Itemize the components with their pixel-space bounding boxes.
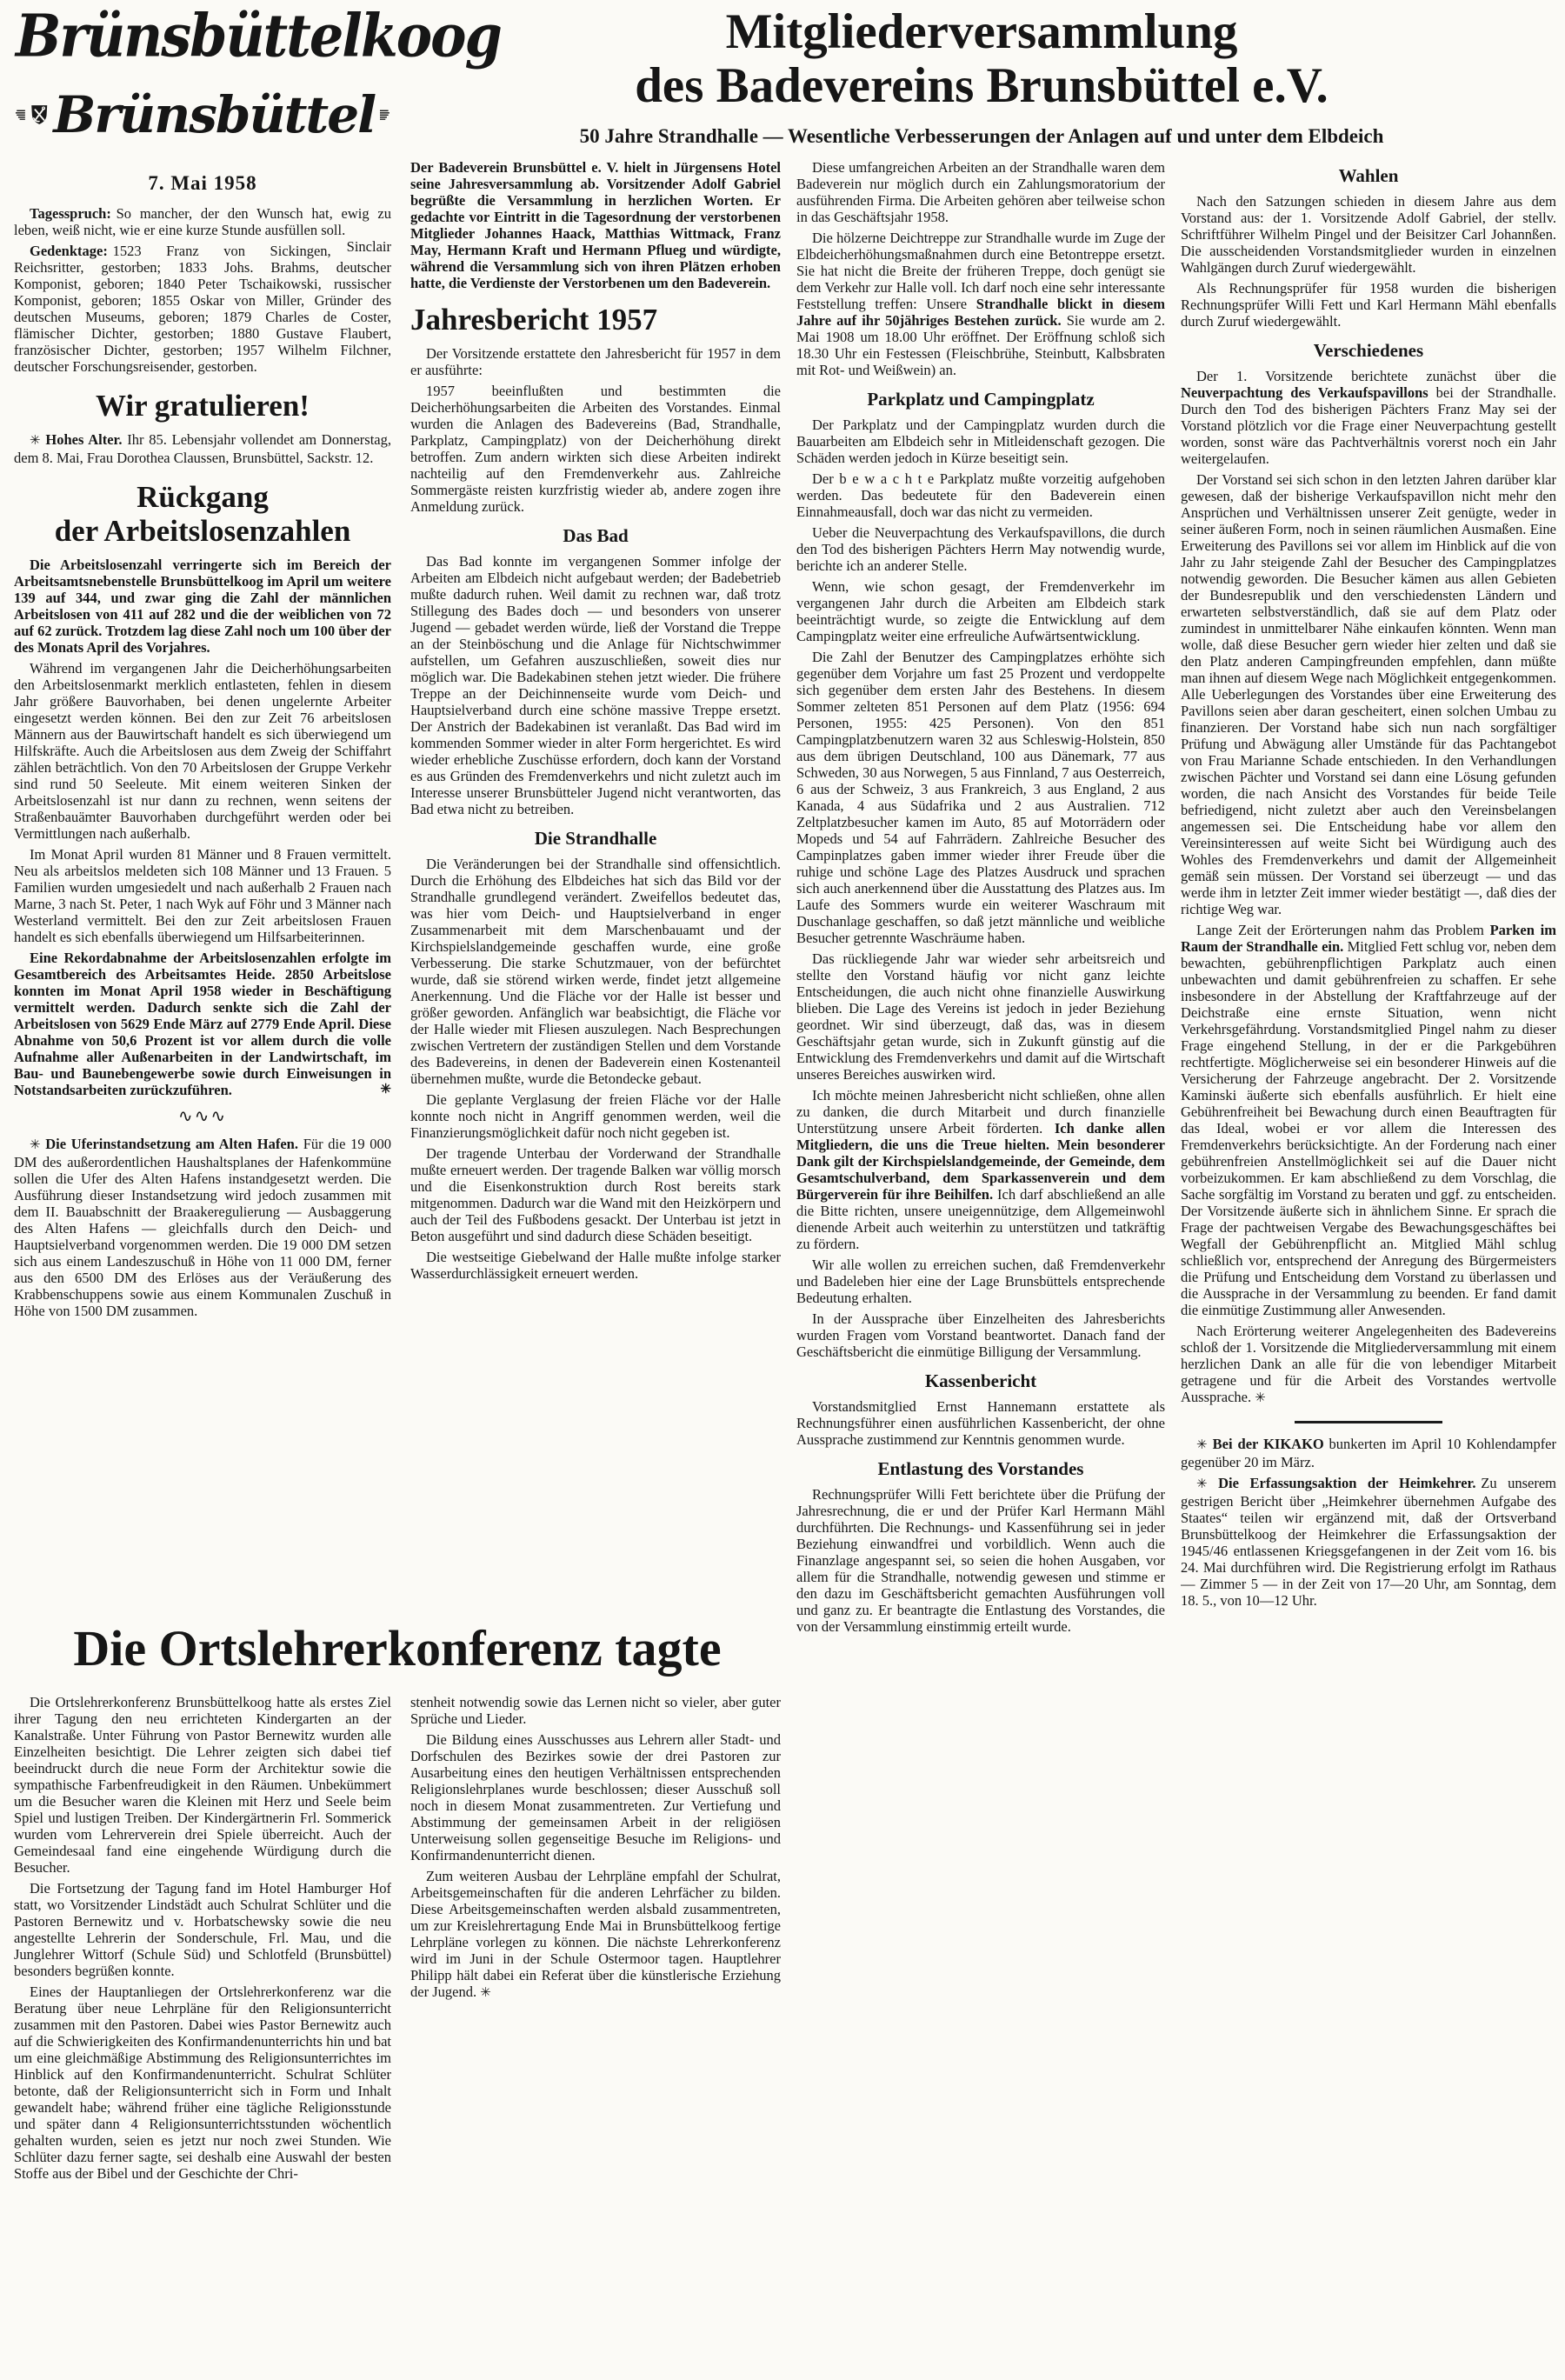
ortslehrer-paragraph-6: Zum weiteren Ausbau der Lehrpläne empfahl der Schulrat, Arbeitsgemeinschaften für die anderen Lehrfächer zu bilden. Diese Arbeitsgemeinschaften werden alsbald zusammentreten, um zur Kreislehrertagung Ende Mai in Brunsbüttelkoog fertige Lehrpläne vorlegen zu können. Die nächste Lehrerkonferenz wird im Juni in der Schule Ostermoor tagen. Hauptlehrer Philipp hält dabei ein Referat über die künstlerische Erziehung der Jugend. ✳ <box>410 1868 781 2000</box>
masthead-right-flourish <box>380 87 390 143</box>
section-heading-gratulieren: Wir gratulieren! <box>96 389 310 423</box>
section-heading-entlastung: Entlastung des Vorstandes <box>877 1458 1084 1479</box>
hand-ornament-icon: ✳ <box>1196 1438 1208 1452</box>
deichtreppe-paragraph: Die hölzerne Deichtreppe zur Strandhalle wurde im Zuge der Elbdeicherhöhungsmaßnahmen durch eine Betontreppe ersetzt. Sie hat nicht die Breite der früheren Treppe, doch genügt sie dem Verkehr zur Halle voll. Ich darf noch eine sehr interessante Feststellung treffen: Unsere Strandhalle blickt in diesem Jahre auf ihr 50jähriges Bestehen zurück. Sie wurde am 2. Mai 1908 um 18.00 Uhr eröffnet. Der Eröffnung schloß sich 18.30 Uhr ein Festessen (Fleischbrühe, Steinbutt, Kalbsbraten mit Rot- und Weißwein) an. <box>796 230 1165 378</box>
arbeitslosen-paragraph-3: Im Monat April wurden 81 Männer und 8 Frauen vermittelt. Neu als arbeitslos meldeten sich 108 Männer und 13 Frauen. 5 Familien wurden umgesiedelt und nach außerhalb 2 Frauen nach Marne, 3 nach St. Peter, 1 nach Wyk auf Föhr und 3 Männer nach Westerland vermittelt. Bei den zur Zeit arbeitslosen Frauen handelt es sich ebenfalls überwiegend um Hilfsarbeiterinnen. <box>14 846 391 945</box>
article-subtitle: 50 Jahre Strandhalle — Wesentliche Verbesserungen der Anlagen auf und unter dem Elbdeich <box>579 125 1384 147</box>
section-heading-jahresbericht: Jahresbericht 1957 <box>410 303 658 337</box>
kikako-label: Bei der KIKAKO <box>1212 1436 1324 1452</box>
parkplatz-paragraph-1: Der Parkplatz und der Campingplatz wurden durch die Bauarbeiten am Elbdeich sehr in Mitleidenschaft gezogen. Die Schäden werden jedoch in Kürze beseitigt sein. <box>796 417 1165 466</box>
ortslehrer-column-2 <box>410 1694 781 2380</box>
ortslehrer-paragraph-2: Die Fortsetzung der Tagung fand im Hotel Hamburger Hof statt, wo Vorsitzender Lindstädt auch Schulrat Schlüter und die Pastoren Bernewitz und v. Horbatschewsky sowie die neu angestellte Lehrerin der Sonderschule, Frl. Mau, und die Junglehrer Wittorf (Schule Süd) und Schlotfeld (Brunsbüttel) besonders begrüßen konnte. <box>14 1880 391 1979</box>
parken-paragraph: Lange Zeit der Erörterungen nahm das Problem Parken im Raum der Strandhalle ein. Mitglied Fett schlug vor, neben dem bewachten, gebührenpflichtigen Parkplatz auch einen unbewachten und damit gebührenfreien zu schaffen. Er sehe insbesondere in der Abstellung der Kraftfahrzeuge auf der Deichstraße eine ernste Situation, wenn nicht Verkehrsgefährdung. Vorstandsmitglied Pingel nahm zu dieser Frage eingehend Stellung, in der er die Parkgebühren rechtfertigte. Möglicherweise sei ein besonderer Hinweis auf die Versicherung der Fahrzeuge angebracht. Der 2. Vorsitzende Kaminski äußerte sich ebenfalls ausführlich. Er hielt eine Gebührenfreiheit bei Bewachung durch einen Beauftragten für das Ideal, wobei er vor allem die Interessen des Fremdenverkehrs berücksichtigte. An der Forderung nach einer gebührenfreien Anstellmöglichkeit sei auf die Dauer nicht vorbeizukommen. Er kam abschließend zu dem Vorschlag, die Sache sorgfältig im Vorstand zu beraten und ggf. zu entscheiden. Der Vorsitzende äußerte sich in ähnlichem Sinne. Er sprach die Frage der pachtweisen Vergabe des Bewachungsgeschäftes bei Wegfall der Gebührenpflicht an. Mitglied Mähl schlug schließlich vor, entsprechend der Anregung des Bürgermeisters die Prüfung und Entscheidung dem Vorstand zu überlassen und die Aussprache in der Versammlung zu beenden. Er fand damit die einmütige Zustimmung aller Anwesenden. <box>1181 922 1556 1318</box>
hohes-alter-paragraph: ✳ Hohes Alter. Ihr 85. Lebensjahr vollendet am Donnerstag, dem 8. Mai, Frau Dorothea Claussen, Brunsbüttel, Sackstr. 12. <box>14 431 391 466</box>
section-heading-ortslehrerkonferenz: Die Ortslehrerkonferenz tagte <box>73 1620 722 1677</box>
strandhalle-paragraph-3: Der tragende Unterbau der Vorderwand der Strandhalle mußte erneuert werden. Der tragende Balken war völlig morsch und die Eisenkonstruktion durch Rost bereits stark mitgenommen. Dadurch war die Wand mit den Heizkörpern und auch der Teil des Fußbodens gesackt. Der Unterbau ist jetzt in Beton ausgeführt und sind dadurch diese Schäden beseitigt. <box>410 1145 781 1244</box>
section-divider-rule <box>1295 1421 1442 1423</box>
dank-paragraph: Ich möchte meinen Jahresbericht nicht schließen, ohne allen zu danken, die durch Mitarbeit und durch finanzielle Unterstützung unsere Arbeit förderten. Ich danke allen Mitgliedern, die uns die Treue hielten. Mein besonderer Dank gilt der Kirchspielslandgemeinde, der Gemeinde, dem Gesamtschulverband, dem Sparkassenverein und dem Bürgerverein für ihre Beihilfen. Ich darf abschließend an alle die Bitte richten, unsere uneigennützige, dem Allgemeinwohl dienende Arbeit auch weiterhin zu unterstützen und tatkräftig zu fördern. <box>796 1087 1165 1252</box>
kassenbericht-paragraph: Vorstandsmitglied Ernst Hannemann erstattete als Rechnungsführer einen ausführlichen Kassenbericht, der ohne Aussprache zustimmend zur Kenntnis genommen wurde. <box>796 1398 1165 1448</box>
tagesspruch-paragraph: Tagesspruch: So mancher, der den Wunsch hat, ewig zu leben, weiß nicht, wie er eine kurze Stunde ausfüllen soll. Sinclair <box>14 205 391 255</box>
erfassungsaktion-label: Die Erfassungsaktion der Heimkehrer. <box>1218 1475 1476 1491</box>
uferinstandsetzung-label: Die Uferinstandsetzung am Alten Hafen. <box>45 1136 298 1152</box>
neuverpachtung-paragraph: Der 1. Vorsitzende berichtete zunächst über die Neuverpachtung des Verkaufspavillons bei der Strandhalle. Durch den Tod des bisherigen Pächters Franz May sei der Vorstand plötzlich vor die Frage einer Neuverpachtung gestellt worden, sonst wäre das Pachtverhältnis vorerst noch ein Jahr weitergelaufen. <box>1181 368 1556 467</box>
article-column-2 <box>796 159 1165 2211</box>
star-ornament-icon: ✳ <box>1196 1477 1208 1491</box>
section-heading-kassenbericht: Kassenbericht <box>924 1370 1037 1391</box>
headline-line2: des Badevereins Brunsbüttel e.V. <box>635 58 1329 113</box>
ortslehrer-column-1 <box>14 1694 391 2380</box>
shield-anchor-emblem <box>30 66 48 163</box>
section-heading-rueckgang-line1: Rückgang <box>137 480 269 514</box>
aussprache-paragraph: In der Aussprache über Einzelheiten des Jahresberichts wurden Fragen vom Vorstand beantwortet. Danach fand der Geschäftsbericht die einmütige Billigung der Versammlung. <box>796 1310 1165 1360</box>
jahresbericht-paragraph-1: Der Vorsitzende erstattete den Jahresbericht für 1957 in dem er ausführte: <box>410 345 781 378</box>
arbeitslosen-paragraph-2: Während im vergangenen Jahr die Deicherhöhungsarbeiten den Arbeitslosenmarkt merklich entlasteten, fehlen in diesem Jahr größere Bauvorhaben, bei denen ungelernte Arbeiter eingesetzt werden können. Bei den zur Zeit 76 arbeitslosen Männern aus der Bauwirtschaft handelt es sich überwiegend um Hilfskräfte. Auch die Arbeitslosen aus dem Zweig der Schiffahrt zählen beträchtlich. Von den 70 Arbeitslosen der Gruppe Verkehr sind rund 50 Seeleute. Mit einem weiteren Sinken der Arbeitslosenzahl ist nur dann zu rechnen, wenn seitens der Straßenbauämter Bauvorhaben durchgeführt werden oder bei Vermittlungen nach außerhalb. <box>14 660 391 842</box>
ortslehrer-paragraph-5: Die Bildung eines Ausschusses aus Lehrern aller Stadt- und Dorfschulen des Bezirkes sowie der drei Pastoren zur Ausarbeitung eines den heutigen Verhältnissen entsprechenden Religionslehrplanes wurde beschlossen; dieser Ausschuß soll noch in diesem Monat zusammentreten. Zur Vertiefung und Abstimmung der gemeinsamen Arbeit in der religiösen Unterweisung sollen gegenseitige Besuche im Religions- und Konfirmandenunterricht dienen. <box>410 1731 781 1863</box>
masthead-title-city: Brünsbüttel <box>53 85 376 144</box>
ortslehrer-paragraph-1: Die Ortslehrerkonferenz Brunsbüttelkoog hatte als erstes Ziel ihrer Tagung den neu errichteten Kindergarten an der Kanalstraße. Unter Führung von Pastor Bernewitz wurden alle Einzelheiten besichtigt. Die Lehrer zeigten sich dabei tief beeindruckt durch die neue Form der Architektur sowie die sympathische Farbenfreudigkeit in den Räumen. Unbekümmert um die Besucher waren die Kleinen mit Herz und Seele beim Spiel und lustigen Treiben. Der Kindergärtnerin Frl. Sommerick wurden vom Lehrerverein drei Spiele überreicht. Auch der Gemeindesaal fand eine eingehende Würdigung durch die Besucher. <box>14 1694 391 1876</box>
strandhalle-paragraph-4: Die westseitige Giebelwand der Halle mußte infolge starker Wasserdurchlässigkeit erneuert werden. <box>410 1249 781 1282</box>
main-article-headline <box>407 5 1556 148</box>
masthead-left-flourish <box>16 87 25 143</box>
schluss-paragraph: Wir alle wollen zu erreichen suchen, daß Fremdenverkehr und Badeleben hier eine der Lage Brunsbüttels entsprechende Bedeutung erhalten. <box>796 1257 1165 1306</box>
campingplatz-paragraph-2: Die Zahl der Benutzer des Campingplatzes erhöhte sich gegenüber dem Vorjahre um fast 25 Prozent und verdoppelte sich gegenüber dem ersten Jahr des Bestehens. In diesem Sommer zelteten 851 Personen auf dem Platz (1956: 694 Personen, 1955: 425 Personen). Von den 851 Campingplatzbenutzern waren 32 aus Schleswig-Holstein, 850 aus dem übrigen Deutschland, 100 aus Dänemark, 77 aus Schweden, 30 aus Norwegen, 5 aus Finnland, 7 aus Oesterreich, 6 aus der Schweiz, 3 aus Frankreich, 3 aus England, 2 aus Kanada, 4 aus Südafrika und 2 aus Australien. 712 Zeltplatzbesucher kamen im Auto, 85 auf Motorrädern oder Mopeds und 54 auf Fahrrädern. Zahlreiche Besucher des Campinplatzes gaben immer wieder ihrer Freude über die ruhige und schöne Lage des Platzes Ausdruck und sprachen sich auch anerkennend über die Ausstattung des Platzes aus. Im Laufe des Sommers wurde ein weiterer Waschraum mit Duschanlage geschaffen, so daß jetzt männliche und weibliche Besucher getrennte Waschräume haben. <box>796 649 1165 946</box>
gedenktage-label: Gedenktage: <box>30 243 108 259</box>
hohes-alter-label: Hohes Alter. <box>45 431 123 448</box>
parkplatz-paragraph-3: Ueber die Neuverpachtung des Verkaufspavillons, die durch den Tod des bisherigen Pächters Herrn May notwendig wurde, berichte ich an anderer Stelle. <box>796 524 1165 574</box>
jahresbericht-paragraph-2: 1957 beeinflußten und bestimmten die Deicherhöhungsarbeiten die Arbeiten des Vorstandes. Einmal wurden die Anlagen des Badevereins (Bad, Strandhalle, Parkplatz, Campingplatz) von der Deicherhöhung direkt betroffen. Zum andern wirkten sich diese Arbeiten indirekt nachteilig auf den Fremdenverkehr aus. Zahlreiche Sommergäste reisten kurzfristig wieder ab, andere zogen ihre Anmeldung zurück. <box>410 383 781 515</box>
das-bad-paragraph: Das Bad konnte im vergangenen Sommer infolge der Arbeiten am Elbdeich nicht aufgebaut werden; der Badebetrieb mußte dadurch ruhen. Weil damit zu rechnen war, daß trotz Stillegung des Bades doch — und besonders von unserer Jugend — gebadet werden würde, ließ der Vorstand die Treppe an der Steinböschung und die Anlage für Nichtschwimmer aufstellen, um Gefahren auszuschließen, soweit dies nur möglich war. Die Badekabinen stehen jetzt wieder. Die frühere Treppe an der Deichinnenseite wurde vom Deich- und Hauptsielverband durch eine schöne massive Treppe ersetzt. Der Anstrich der Badekabinen ist veranlaßt. Das Bad wird im kommenden Sommer wieder in alter Form hergerichtet. Es wird wieder erhebliche Zuschüsse erfordern, doch kann der Vorstand es aus Gründen des Fremdenverkehrs und nicht zuletzt auch im Interesse unserer Brunsbütteler Jugend nicht verantworten, das Bad etwa nicht zu betreiben. <box>410 553 781 817</box>
campingplatz-paragraph-1: Wenn, wie schon gesagt, der Fremdenverkehr im vergangenen Jahr durch die Arbeiten am Elbdeich stark beeinträchtigt wurde, so zeigte die Entwicklung auf dem Campingplatz weiter eine erfreuliche Aufwärtsentwicklung. <box>796 578 1165 644</box>
ortslehrer-paragraph-4: stenheit notwendig sowie das Lernen nicht so vieler, aber guter Sprüche und Lieder. <box>410 1694 781 1727</box>
star-ornament-icon: ✳ <box>1255 1391 1266 1405</box>
abschluss-paragraph: Nach Erörterung weiterer Angelegenheiten des Badevereins schloß der 1. Vorsitzende die Mitgliederversammlung mit einem herzlichen Dank an alle für die von lebendiger Mitarbeit getragene und für die Arbeit des Vorstandes wertvolle Aussprache. ✳ <box>1181 1323 1556 1405</box>
section-heading-wahlen: Wahlen <box>1338 165 1399 186</box>
section-heading-parkplatz: Parkplatz und Campingplatz <box>867 389 1095 410</box>
strandhalle-paragraph-2: Die geplante Verglasung der freien Fläche vor der Halle konnte noch nicht in Angriff genommen werden, weil die Finanzierungsmöglichkeit dafür noch nicht gegeben ist. <box>410 1091 781 1141</box>
gedenktage-paragraph: Gedenktage: 1523 Franz von Sickingen, Reichsritter, gestorben; 1833 Johs. Brahms, deutscher Komponist, geboren; 1840 Peter Tschaikowski, russischer Komponist, geboren; 1855 Oskar von Miller, Gründer des deutschen Museums, geboren; 1879 Charles de Coster, flämischer Dichter, gestorben; 1880 Gustave Flaubert, französischer Dichter, gestorben; 1957 Wilhelm Filchner, deutscher Forschungsreisender, gestorben. <box>14 243 391 375</box>
headline-line1: Mitgliederversammlung <box>725 4 1238 59</box>
section-heading-strandhalle: Die Strandhalle <box>534 828 657 849</box>
local-news-column <box>14 205 391 1616</box>
kikako-paragraph: ✳ Bei der KIKAKO bunkerten im April 10 Kohlendampfer gegenüber 20 im März. <box>1181 1436 1556 1470</box>
wahlen-paragraph-2: Als Rechnungsprüfer für 1958 wurden die bisherigen Rechnungsprüfer Willi Fett und Karl Hermann Mähl ebenfalls durch Zuruf wiedergewählt. <box>1181 280 1556 330</box>
article-column-1 <box>410 159 781 1615</box>
jahresrueckblick-paragraph: Das rückliegende Jahr war wieder sehr arbeitsreich und stellte den Vorstand häufig vor nicht ganz leichte Entscheidungen, die auch nicht ohne finanzielle Auswirkung blieben. Die Lage des Vereins ist jedoch in jeder Beziehung geordnet. Wir sind überzeugt, daß das, was in diesem Geschäftsjahr getan wurde, sich in Zukunft günstig auf die Entwicklung des Fremdenverkehrs und damit auf die Wirtschaft unseres Bereiches auswirken wird. <box>796 950 1165 1083</box>
ortslehrer-paragraph-3: Eines der Hauptanliegen der Ortslehrerkonferenz war die Beratung über neue Lehrpläne für den Religionsunterricht zusammen mit den Pastoren. Dabei wies Pastor Bernewitz auch auf die Schwierigkeiten des Konfirmandenunterrichts hin und bat um eine gleichmäßige Abstimmung des Religionsunterrichtes im Hinblick auf den Konfirmandenunterricht. Schulrat Schlüter betonte, daß der Religionsunterricht sich in Form und Inhalt gewandelt habe; während früher eine tägliche Religionsstunde und später dann 4 Religionsunterrichtsstunden wöchentlich gehalten wurden, seien es jetzt nur noch zwei Stunden. Wie Schlüter dazu ferner sagte, sei deshalb eine Auswahl der besten Stoffe aus der Bibel und der Geschichte der Chri- <box>14 1983 391 2182</box>
star-ornament-icon: ✳ <box>380 1083 391 1097</box>
section-heading-verschiedenes: Verschiedenes <box>1313 340 1424 361</box>
article-column-3 <box>1181 165 1556 2217</box>
parkplatz-paragraph-2: Der b e w a c h t e Parkplatz mußte vorzeitig aufgehoben werden. Das bedeutete für den Badeverein einen Einnahmeausfall, doch war das nicht zu vermeiden. <box>796 470 1165 520</box>
uferinstandsetzung-paragraph: ✳ Die Uferinstandsetzung am Alten Hafen. Für die 19 000 DM des außerordentlichen Haushaltsplanes der Hafenkommüne sollen die Ufer des Alten Hafens instandgesetzt werden. Die Ausführung dieser Instandsetzung wird jedoch zusammen mit dem II. Bauabschnitt der Braakeregulierung — Ausbaggerung des Alten Hafens — gleichfalls durch den Deich- und Hauptsielverband vorgenommen werden. Die 19 000 DM setzen sich aus einem Landeszuschuß in Höhe von 11 000 DM, ferner aus den 6500 DM des Erlöses aus der Veräußerung des Krabbenschuppens sowie aus einem Kommunalen Zuschuß in Höhe von 1500 DM zusammen. <box>14 1136 391 1319</box>
strandhalle-arbeiten-paragraph: Diese umfangreichen Arbeiten an der Strandhalle waren dem Badeverein nur möglich durch ein Zahlungsmoratorium der ausführenden Firma. Die Arbeiten gehören aber teilweise schon in das Geschäftsjahr 1958. <box>796 159 1165 225</box>
squiggle-divider-icon: ∿∿∿ <box>177 1107 228 1126</box>
hand-ornament-icon: ✳ <box>30 1138 41 1152</box>
section-heading-rueckgang-line2: der Arbeitslosenzahlen <box>54 514 351 548</box>
article-intro: Der Badeverein Brunsbüttel e. V. hielt in Jürgensens Hotel seine Jahresversammlung ab. Vorsitzender Adolf Gabriel begrüßte die Versammlung in herzlichen Worten. Er gedachte vor Eintritt in die Tagesordnung der verstorbenen Mitglieder Johannes Haack, Matthias Wittmack, Franz May, Hermann Kraft und Hermann Pflueg und würdigte, während die Versammlung sich von ihren Plätzen erhoben hatte, die Verdienste der Verstorbenen um den Badeverein. <box>410 159 781 291</box>
verkaufspavillon-paragraph: Der Vorstand sei sich schon in den letzten Jahren darüber klar gewesen, daß der bisherige Verkaufspavillon nicht mehr den Ansprüchen und Verhältnissen unserer Zeit genügte, weder in seiner äußeren Form, noch in seinen räumlichen Ausmaßen. Eine Erweiterung des Pavillons sei vor allem im Hinblick auf die von Jahr zu Jahr steigende Zahl der Besucher des Campingplatzes notwendig geworden. Die Besucher kämen aus allen Gebieten der Bundesrepublik und den verschiedensten Ländern und erwarteten selbstverständlich, daß sie auf dem Platz oder zumindest in unmittelbarer Nähe einkaufen könnten. Wenn man wolle, daß diese Besucher gern wieder hier zelten und daß sie den Platz anderen Campingfreunden empfehlen, dann müßte man ihnen auf diesem Wege nach Möglichkeit entgegenkommen. Alle Ueberlegungen des Vorstandes über eine Erweiterung des Pavillons seien aber daran gescheitert, einen solchen Umbau zu finanzieren. Der Vorstand habe sich nun nach sorgfältiger Prüfung und Abwägung aller Umstände für das Pachtangebot von Frau Marianne Schade entschieden. In den Verhandlungen zwischen Pächter und Vorstand sei dann eine Lösung gefunden worden, die nach Ansicht des Vorstandes für beide Teile befriedigend, nicht zuletzt aber auch den Vereinsbelangen angemessen sei. Die Entscheidung habe vor allem den Vereinsinteressen auf weite Sicht bei Würdigung auch des Wohles des Fremdenverkehrs und damit der Allgemeinheit gemäß sein müssen. Der Vorstand sei überzeugt — und das werde ihm in letzter Zeit immer wieder bestätigt —, daß dies der richtige Weg war. <box>1181 471 1556 917</box>
erfassungsaktion-paragraph: ✳ Die Erfassungsaktion der Heimkehrer. Zu unserem gestrigen Bericht über „Heimkehrer übernehmen Aufgabe des Staates“ teilen wir ergänzend mit, daß der Ortsverband Brunsbüttelkoog der Heimkehrer die Erfassungsaktion der 1945/46 entlassenen Kriegsgefangenen in der Zeit vom 16. bis 24. Mai durchführen wird. Die Registrierung erfolgt im Rathaus — Zimmer 5 — in der Zeit von 17—20 Uhr, am Sonntag, dem 18. 5., von 10—12 Uhr. <box>1181 1475 1556 1609</box>
entlastung-paragraph: Rechnungsprüfer Willi Fett berichtete über die Prüfung der Jahresrechnung, die er und der Prüfer Karl Hermann Mähl durchführten. Die Rechnungs- und Kassenführung sei in jeder Beziehung einwandfrei und vorbildlich. Wenn auch die Finanzlage angespannt sei, so seien die hohen Ausgaben, vor allem für die Strandhalle, notwendig gewesen und stimme er den dazu im Geschäftsbericht gemachten Ausführungen voll und ganz zu. Er beantragte die Entlastung des Vorstandes, die von der Versammlung einstimmig erteilt wurde. <box>796 1486 1165 1635</box>
arbeitslosen-paragraph-1: Die Arbeitslosenzahl verringerte sich im Bereich der Arbeitsamtsnebenstelle Brunsbüttelkoog im April um weitere 139 auf 344, und zwar ging die Zahl der männlichen Arbeitslosen von 411 auf 282 und die der weiblichen von 72 auf 62 zurück. Trotzdem lag diese Zahl noch um 100 über der des Monats April des Vorjahres. <box>14 557 391 656</box>
star-ornament-icon: ✳ <box>480 1986 491 2000</box>
wahlen-paragraph-1: Nach den Satzungen schieden in diesem Jahre aus dem Vorstand aus: der 1. Vorsitzende Adolf Gabriel, der stellv. Schriftführer Wilhelm Pingel und der Beisitzer Carl Johannßen. Die ausscheidenden Vorstandsmitglieder wurden in einzelnen Wahlgängen durch Zuruf wiedergewählt. <box>1181 193 1556 276</box>
section-heading-das-bad: Das Bad <box>563 525 629 546</box>
star-ornament-icon: ✳ <box>30 434 41 448</box>
strandhalle-paragraph-1: Die Veränderungen bei der Strandhalle sind offensichtlich. Durch die Erhöhung des Elbdeiches hat sich das Bild vor der Strandhalle grundlegend verändert. Zweifellos bedeutet das, was hier vom Deich- und Hauptsielverband in enger Zusammenarbeit mit dem Marschenbauamt und der Kirchspielslandgemeinde geschaffen wurde, eine große Verbesserung. Die starke Schutzmauer, von der befürchtet wurde, daß sie störend wirken werde, findet jetzt allgemeine Anerkennung. Und die Fläche vor der Halle ist besser und größer geworden. Anfänglich war beabsichtigt, die Fläche vor der Halle wieder mit Fliesen auszulegen. Nach Besprechungen zwischen Vertretern der zuständigen Stellen und dem Vorstande des Badevereins, in denen der Badeverein einen Kostenanteil übernehmen mußte, wurde die Betondecke gebaut. <box>410 856 781 1087</box>
masthead <box>16 2 501 194</box>
masthead-title-koog: Brünsbüttelkoog <box>16 2 501 70</box>
issue-date: 7. Mai 1958 <box>148 172 257 194</box>
tagesspruch-label: Tagesspruch: <box>30 205 111 222</box>
tagesspruch-attribution: Sinclair <box>346 238 391 255</box>
arbeitslosen-paragraph-4: Eine Rekordabnahme der Arbeitslosenzahlen erfolgte im Gesamtbereich des Arbeitsamtes Heide. 2850 Arbeitslose konnten im Monat April 1958 wieder in Beschäftigung vermittelt werden. Dadurch senkte sich die Zahl der Arbeitslosen von 5629 Ende März auf 2779 Ende April. Diese Abnahme von 50,6 Prozent ist vor allem durch die volle Aufnahme aller Außenarbeiten in der Landwirtschaft, im Bau- und Baunebengewerbe sowie durch Einweisungen in Notstandsarbeiten zurückzuführen. ✳ <box>14 950 391 1098</box>
